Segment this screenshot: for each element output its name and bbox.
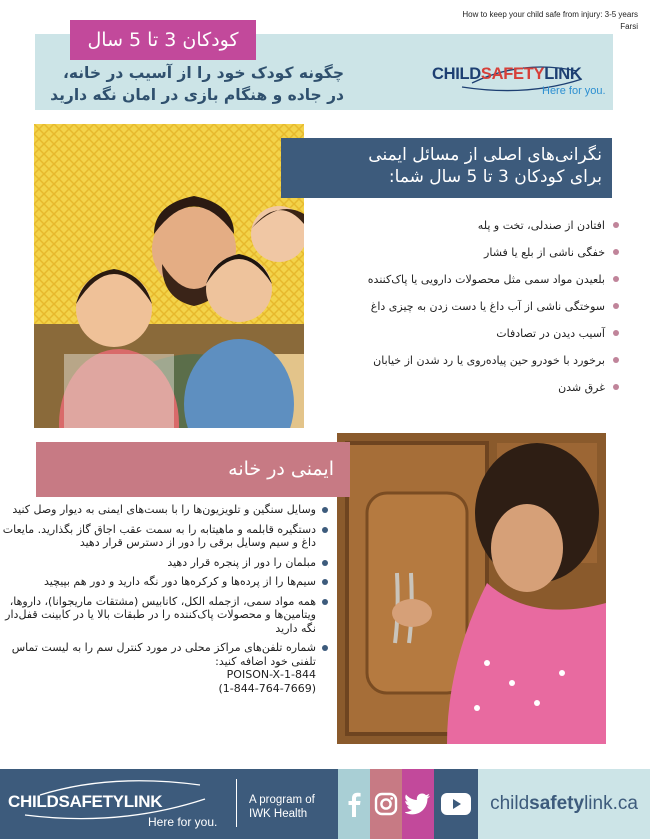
list-item (318, 299, 618, 326)
website-link[interactable] (478, 769, 650, 839)
logo-word-safety: SAFETY (480, 65, 545, 83)
list-item-text: سیم‌ها را از پرده‌ها و کرکره‌ها دور نگه دارید و دور هم بپیچید (44, 575, 316, 588)
list-item (318, 218, 618, 245)
bullet-icon (322, 560, 328, 566)
home-safety-heading: ایمنی در خانه (36, 442, 350, 497)
childsafetylink-logo (432, 63, 606, 101)
footer-logo-word-child: CHILD (8, 792, 59, 811)
program-credit-line-2: IWK Health (249, 808, 308, 820)
list-item-text: برخورد با خودرو حین پیاده‌روی یا رد شدن از خیابان (373, 354, 605, 367)
bullet-icon (613, 303, 619, 309)
website-suffix: link.ca (584, 793, 638, 814)
bullet-icon (322, 579, 328, 585)
document-subtitle (462, 9, 638, 33)
bullet-icon (613, 249, 619, 255)
concerns-heading-line-1: نگرانی‌های اصلی از مسائل ایمنی (368, 145, 602, 165)
list-item (2, 595, 328, 636)
program-credit (249, 793, 315, 821)
list-item (2, 575, 328, 589)
list-item-text: سوختگی ناشی از آب داغ یا دست زدن به چیزی داغ (370, 300, 605, 313)
poison-control-number-digits[interactable]: (1-844-764-7669) (218, 681, 316, 695)
footer-logo-word-safety: SAFETY (58, 792, 124, 811)
footer (0, 769, 650, 839)
footer-logo-tagline: Here for you. (148, 815, 218, 829)
bullet-icon (613, 330, 619, 336)
list-item (318, 326, 618, 353)
facebook-link[interactable] (338, 769, 370, 839)
list-item (318, 353, 618, 380)
list-item (318, 272, 618, 299)
list-item-text: شماره تلفن‌های مراکز محلی در مورد کنترل سم را به لیست تماس تلفنی خود اضافه کنید: (11, 641, 316, 668)
list-item-text: دستگیره قابلمه و ماهیتابه را به سمت عقب اجاق گاز بگذارید. مایعات داغ و سیم وسایل برقی را دور از دسترس قرار دهید (2, 522, 316, 549)
list-item-text: خفگی ناشی از بلع یا فشار (484, 246, 605, 259)
page-title-line-2: در جاده و هنگام بازی در امان نگه دارید (50, 86, 344, 104)
list-item (318, 380, 618, 407)
footer-logo-word-link: LINK (123, 792, 163, 811)
list-item-text: بلعیدن مواد سمی مثل محصولات دارویی یا پاک‌کننده (367, 273, 605, 286)
list-item (2, 523, 328, 550)
family-photo (34, 124, 304, 428)
bullet-icon (322, 527, 328, 533)
twitter-link[interactable] (402, 769, 434, 839)
website-bold: safety (529, 793, 585, 814)
subtitle-line: How to keep your child safe from injury: 3-5 years (462, 10, 638, 19)
list-item-text: وسایل سنگین و تلویزیون‌ها را با بست‌های ایمنی به دیوار وصل کنید (12, 503, 316, 516)
bullet-icon (322, 599, 328, 605)
list-item-text: مبلمان را دور از پنجره قرار دهید (167, 555, 316, 569)
instagram-icon (374, 792, 398, 816)
logo-word-child: CHILD (432, 65, 481, 83)
bullet-icon (613, 276, 619, 282)
bullet-icon (613, 384, 619, 390)
list-item-text: آسیب دیدن در تصادفات (496, 327, 605, 340)
concerns-heading-line-2: برای کودکان 3 تا 5 سال شما: (388, 167, 602, 187)
footer-logo-wordmark (8, 792, 162, 812)
page-title-line-1: چگونه کودک خود را از آسیب در خانه، (62, 64, 344, 82)
logo-word-link: LINK (544, 65, 582, 83)
concerns-list (318, 218, 618, 407)
list-item-text: غرق شدن (558, 381, 605, 394)
bullet-icon (322, 645, 328, 651)
list-item (318, 245, 618, 272)
home-safety-list (2, 503, 328, 701)
poison-control-number[interactable]: 1-844-POISON-X (226, 668, 316, 681)
concerns-heading (281, 138, 612, 198)
bullet-icon (613, 222, 619, 228)
youtube-icon (441, 793, 471, 815)
page-title (44, 62, 344, 106)
language-label: Farsi (620, 22, 638, 31)
bullet-icon (613, 357, 619, 363)
bullet-icon (322, 507, 328, 513)
twitter-icon (405, 793, 431, 815)
logo-tagline: Here for you. (542, 85, 606, 97)
list-item-text: افتادن از صندلی، تخت و پله (477, 219, 605, 232)
logo-wordmark (432, 65, 582, 84)
list-item-text: همه مواد سمی، ازجمله الکل، کانابیس (مشتقات ماریجوانا)، داروها، ویتامین‌ها و محصولات پاک‌کننده را در طبقات بالا یا در کابینت قفل‌دار نگه دارید (5, 594, 316, 635)
website-prefix: child (490, 793, 530, 814)
instagram-link[interactable] (370, 769, 402, 839)
youtube-link[interactable] (434, 769, 478, 839)
list-item (2, 556, 328, 570)
facebook-icon (347, 791, 361, 817)
girl-cabinet-photo (337, 433, 606, 744)
list-item (2, 641, 328, 695)
list-item (2, 503, 328, 517)
program-credit-line-1: A program of (249, 794, 315, 806)
footer-divider (236, 779, 237, 827)
age-tag: کودکان 3 تا 5 سال (70, 20, 256, 60)
